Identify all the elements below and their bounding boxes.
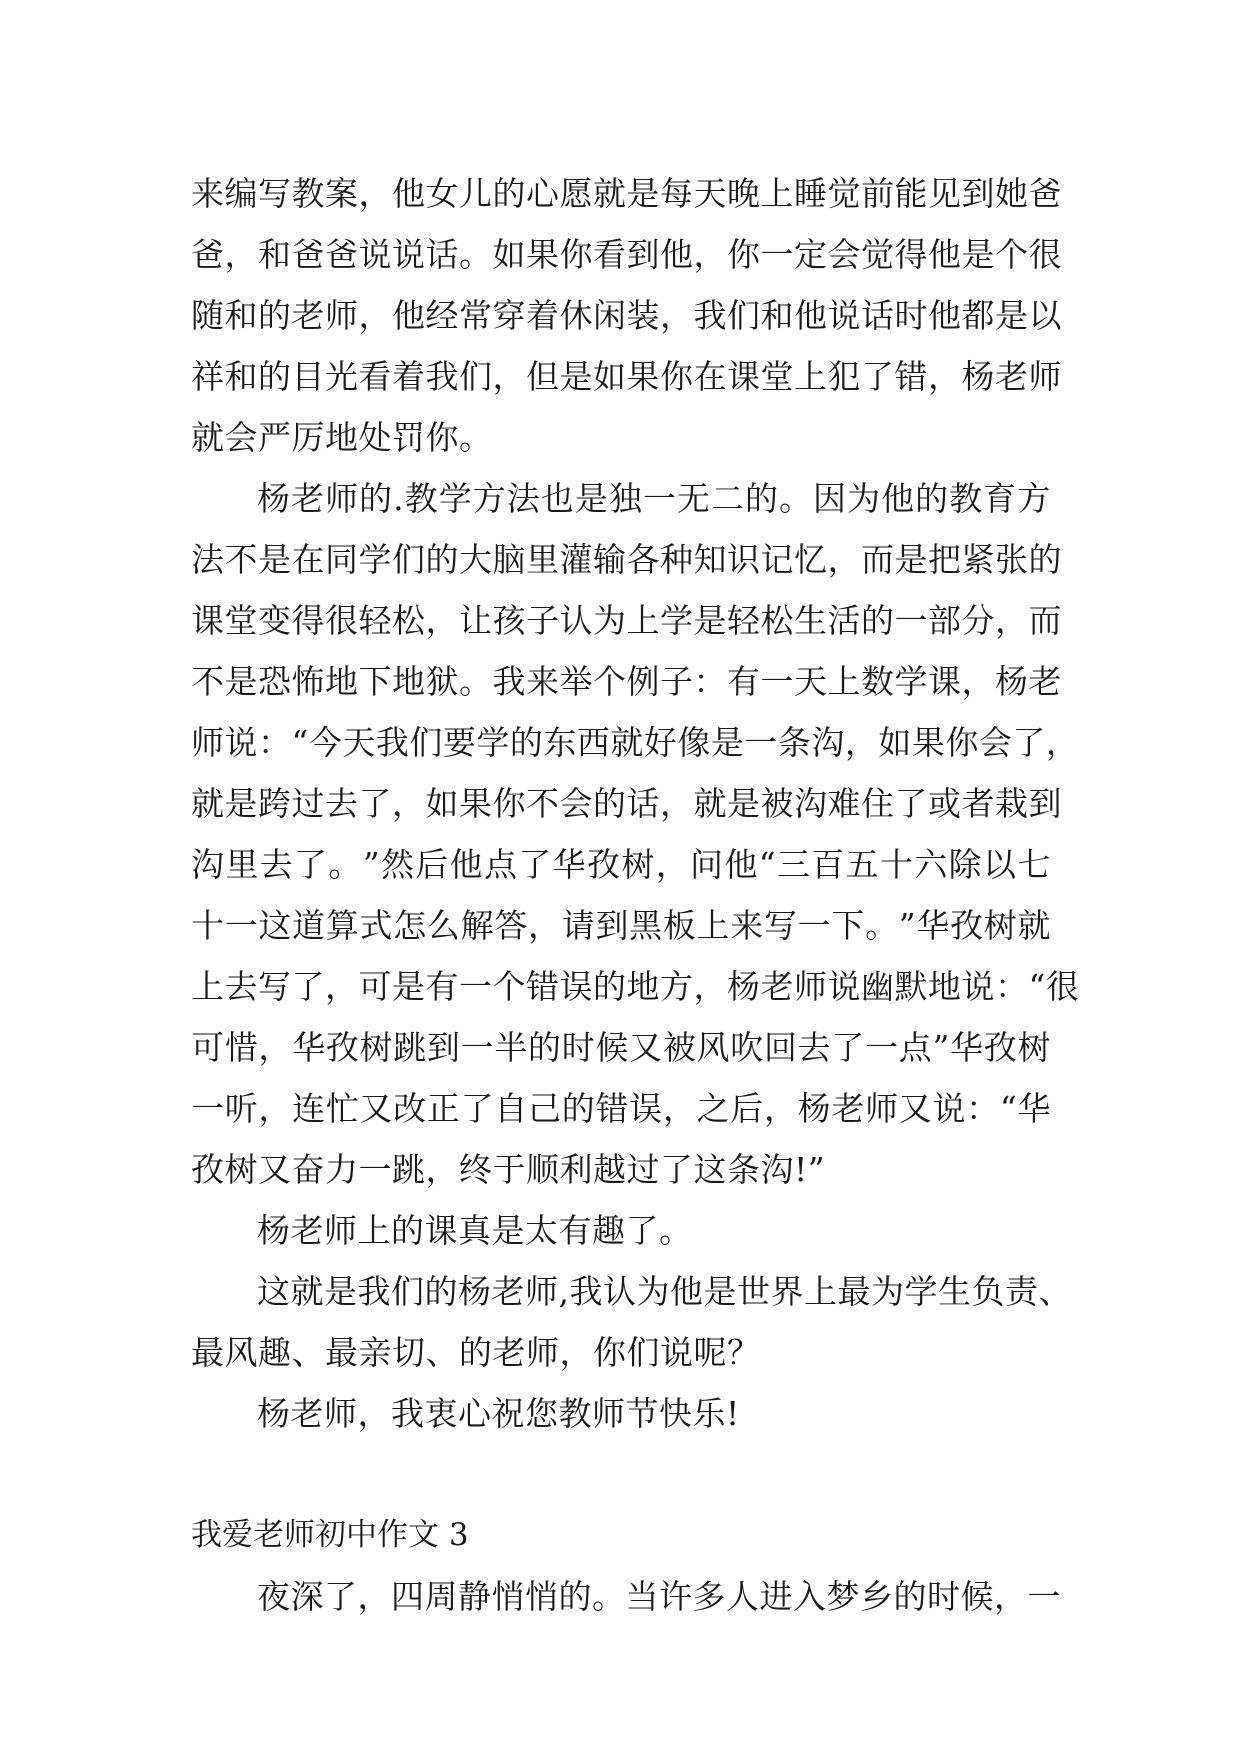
text-line: 来 编 写 教 案 ， 他 女 儿 的 心 愿 就 是 每 天 晚 上 睡 觉 前 能 见 到 她 爸 [191, 174, 1062, 213]
text-line: 就 是 跨 过 去 了 ， 如 果 你 不 会 的 话 ， 就 是 被 沟 难 住 了 或 者 栽 到 [191, 784, 1062, 823]
text-line: 沟 里 去 了 。 ” 然 后 他 点 了 华 孜 树 ， 问 他 “ 三 百 五 十 六 除 以 七 [191, 845, 1051, 884]
text-line: 师 说 ： “ 今 天 我 们 要 学 的 东 西 就 好 像 是 一 条 沟 ， 如 果 你 会 了 ， [191, 723, 1080, 762]
paragraph [191, 1200, 1051, 1261]
text-line: 孜树又奋力一跳，终于顺利越过了这条沟!” [191, 1150, 826, 1189]
document-page [191, 163, 1080, 1627]
text-line: 十 一 这 道 算 式 怎 么 解 答 ， 请 到 黑 板 上 来 写 一 下 。 ” 华 孜 树 就 [191, 906, 1051, 945]
paragraph [191, 1383, 1051, 1444]
paragraph [191, 1566, 1061, 1627]
paragraph [191, 468, 1080, 1200]
text-line: 一 听 ， 连 忙 又 改 正 了 自 己 的 错 误 ， 之 后 ， 杨 老 师 又 说 ： “ 华 [191, 1089, 1051, 1128]
text-line: 最风趣、最亲切、的老师，你们说呢？ [191, 1333, 761, 1372]
text-line: 可 惜 ， 华 孜 树 跳 到 一 半 的 时 候 又 被 风 吹 回 去 了 一 点 ” 华 孜 树 [191, 1028, 1051, 1067]
paragraph [191, 1261, 1072, 1383]
text-line: 杨老师上的课真是太有趣了。 [257, 1211, 693, 1250]
text-line: 课 堂 变 得 很 轻 松 ， 让 孩 子 认 为 上 学 是 轻 松 生 活 的 一 部 分 ， 而 [191, 601, 1062, 640]
text-line: 随 和 的 老 师 ， 他 经 常 穿 着 休 闲 装 ， 我 们 和 他 说 话 时 他 都 是 以 [191, 296, 1062, 335]
text-line: 夜 深 了 ， 四 周 静 悄 悄 的 。 当 许 多 人 进 入 梦 乡 的 时 候 ， 一 [257, 1577, 1061, 1616]
blank-line [191, 1444, 1051, 1505]
section-heading: 我爱老师初中作文 3 [191, 1517, 469, 1553]
text-line: 祥 和 的 目 光 看 着 我 们 ， 但 是 如 果 你 在 课 堂 上 犯 了 错 ， 杨 老 师 [191, 357, 1062, 396]
text-line: 就会严厉地处罚你。 [191, 418, 493, 457]
text-line: 这 就 是 我 们 的 杨 老 师 , 我 认 为 他 是 世 界 上 最 为 学 生 负 责 、 [257, 1272, 1072, 1311]
text-line: 杨 老 师 的 . 教 学 方 法 也 是 独 一 无 二 的 。 因 为 他 的 教 育 方 [257, 479, 1051, 518]
text-line: 上 去 写 了 ， 可 是 有 一 个 错 误 的 地 方 ， 杨 老 师 说 幽 默 地 说 ： “ 很 [191, 967, 1080, 1006]
text-line: 爸 ， 和 爸 爸 说 说 话 。 如 果 你 看 到 他 ， 你 一 定 会 觉 得 他 是 个 很 [191, 235, 1062, 274]
text-line: 杨老师，我衷心祝您教师节快乐! [257, 1394, 740, 1433]
text-line: 不 是 恐 怖 地 下 地 狱 。 我 来 举 个 例 子 ： 有 一 天 上 数 学 课 ， 杨 老 [191, 662, 1062, 701]
text-line: 法 不 是 在 同 学 们 的 大 脑 里 灌 输 各 种 知 识 记 忆 ， 而 是 把 紧 张 的 [191, 540, 1062, 579]
paragraph [191, 163, 1062, 468]
